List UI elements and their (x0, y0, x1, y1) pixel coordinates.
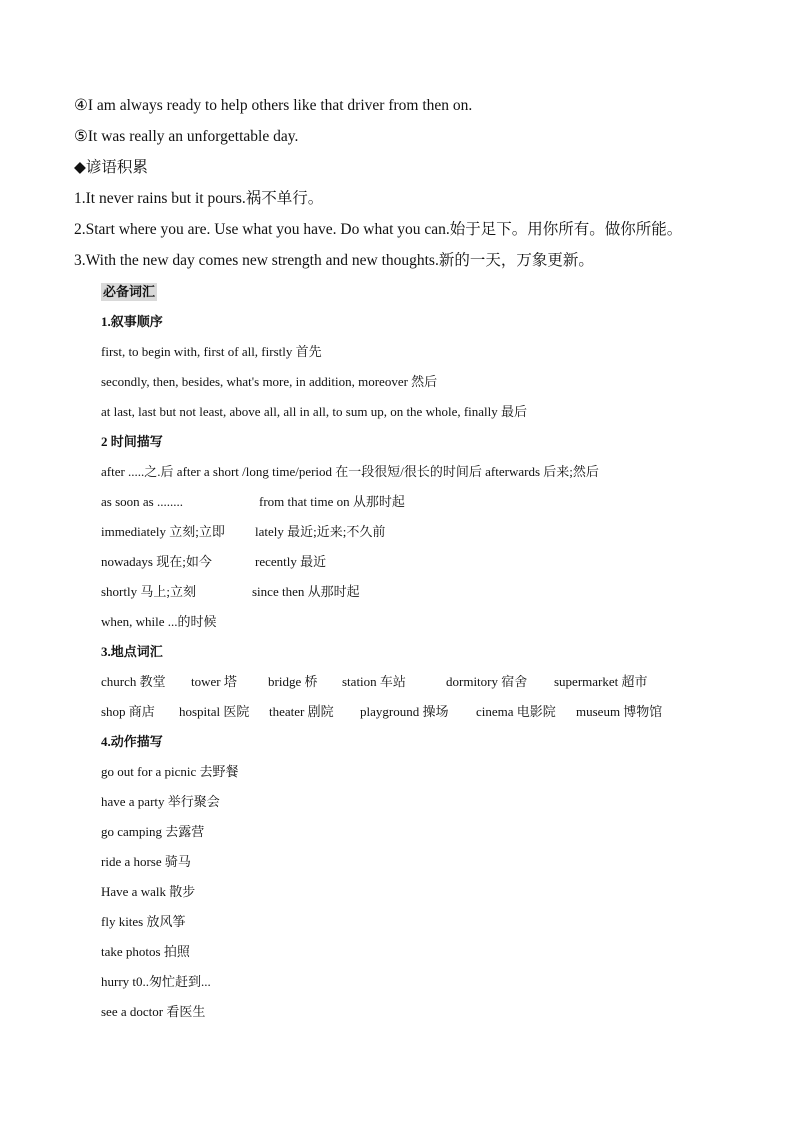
proverbs-heading: ◆谚语积累 (74, 159, 148, 176)
time-line-1: after .....之.后 after a short /long time/period 在一段很短/很长的时间后 afterwards 后来;然后 (101, 464, 599, 479)
time-term: as soon as ........ (101, 494, 183, 509)
place-term: theater 剧院 (269, 704, 334, 719)
action-item: go camping 去露营 (101, 824, 205, 839)
place-heading: 3.地点词汇 (101, 644, 163, 659)
proverb-1: 1.It never rains but it pours.祸不单行。 (74, 190, 324, 207)
proverb-2: 2.Start where you are. Use what you have. Do what you can.始于足下。用你所有。做你所能。 (74, 221, 683, 238)
action-heading: 4.动作描写 (101, 734, 163, 749)
proverb-3: 3.With the new day comes new strength and new thoughts.新的一天，万象更新。 (74, 252, 594, 269)
section-title-wrap (101, 283, 157, 301)
place-term: museum 博物馆 (576, 704, 663, 719)
place-term: dormitory 宿舍 (446, 674, 528, 689)
place-term: cinema 电影院 (476, 704, 556, 719)
place-term: station 车站 (342, 674, 406, 689)
narrative-order-heading: 1.叙事顺序 (101, 314, 163, 329)
narrative-order-line-1: first, to begin with, first of all, firstly 首先 (101, 344, 322, 359)
narrative-order-line-3: at last, last but not least, above all, all in all, to sum up, on the whole, finally 最后 (101, 404, 528, 419)
narrative-order-line-2: secondly, then, besides, what's more, in addition, moreover 然后 (101, 374, 438, 389)
action-item: hurry t0..匆忙赶到... (101, 974, 211, 989)
time-term: since then 从那时起 (252, 584, 360, 599)
action-item: have a party 举行聚会 (101, 794, 220, 809)
time-term: recently 最近 (255, 554, 327, 569)
action-item: go out for a picnic 去野餐 (101, 764, 239, 779)
time-term: immediately 立刻;立即 (101, 524, 225, 539)
time-term: shortly 马上;立刻 (101, 584, 196, 599)
time-line-last: when, while ...的时候 (101, 614, 217, 629)
action-item: fly kites 放风筝 (101, 914, 186, 929)
time-term: nowadays 现在;如今 (101, 554, 212, 569)
place-term: supermarket 超市 (554, 674, 648, 689)
place-term: shop 商店 (101, 704, 155, 719)
example-sentence-4: ④I am always ready to help others like that driver from then on. (74, 97, 473, 114)
action-item: take photos 拍照 (101, 944, 190, 959)
action-item: ride a horse 骑马 (101, 854, 191, 869)
section-title: 必备词汇 (103, 284, 156, 299)
place-term: tower 塔 (191, 674, 237, 689)
example-sentence-5: ⑤It was really an unforgettable day. (74, 128, 299, 145)
action-item: see a doctor 看医生 (101, 1004, 206, 1019)
place-term: church 教堂 (101, 674, 166, 689)
time-term: from that time on 从那时起 (259, 494, 405, 509)
place-term: hospital 医院 (179, 704, 250, 719)
time-heading: 2 时间描写 (101, 434, 163, 449)
place-term: playground 操场 (360, 704, 449, 719)
action-item: Have a walk 散步 (101, 884, 196, 899)
place-term: bridge 桥 (268, 674, 318, 689)
time-term: lately 最近;近来;不久前 (255, 524, 386, 539)
